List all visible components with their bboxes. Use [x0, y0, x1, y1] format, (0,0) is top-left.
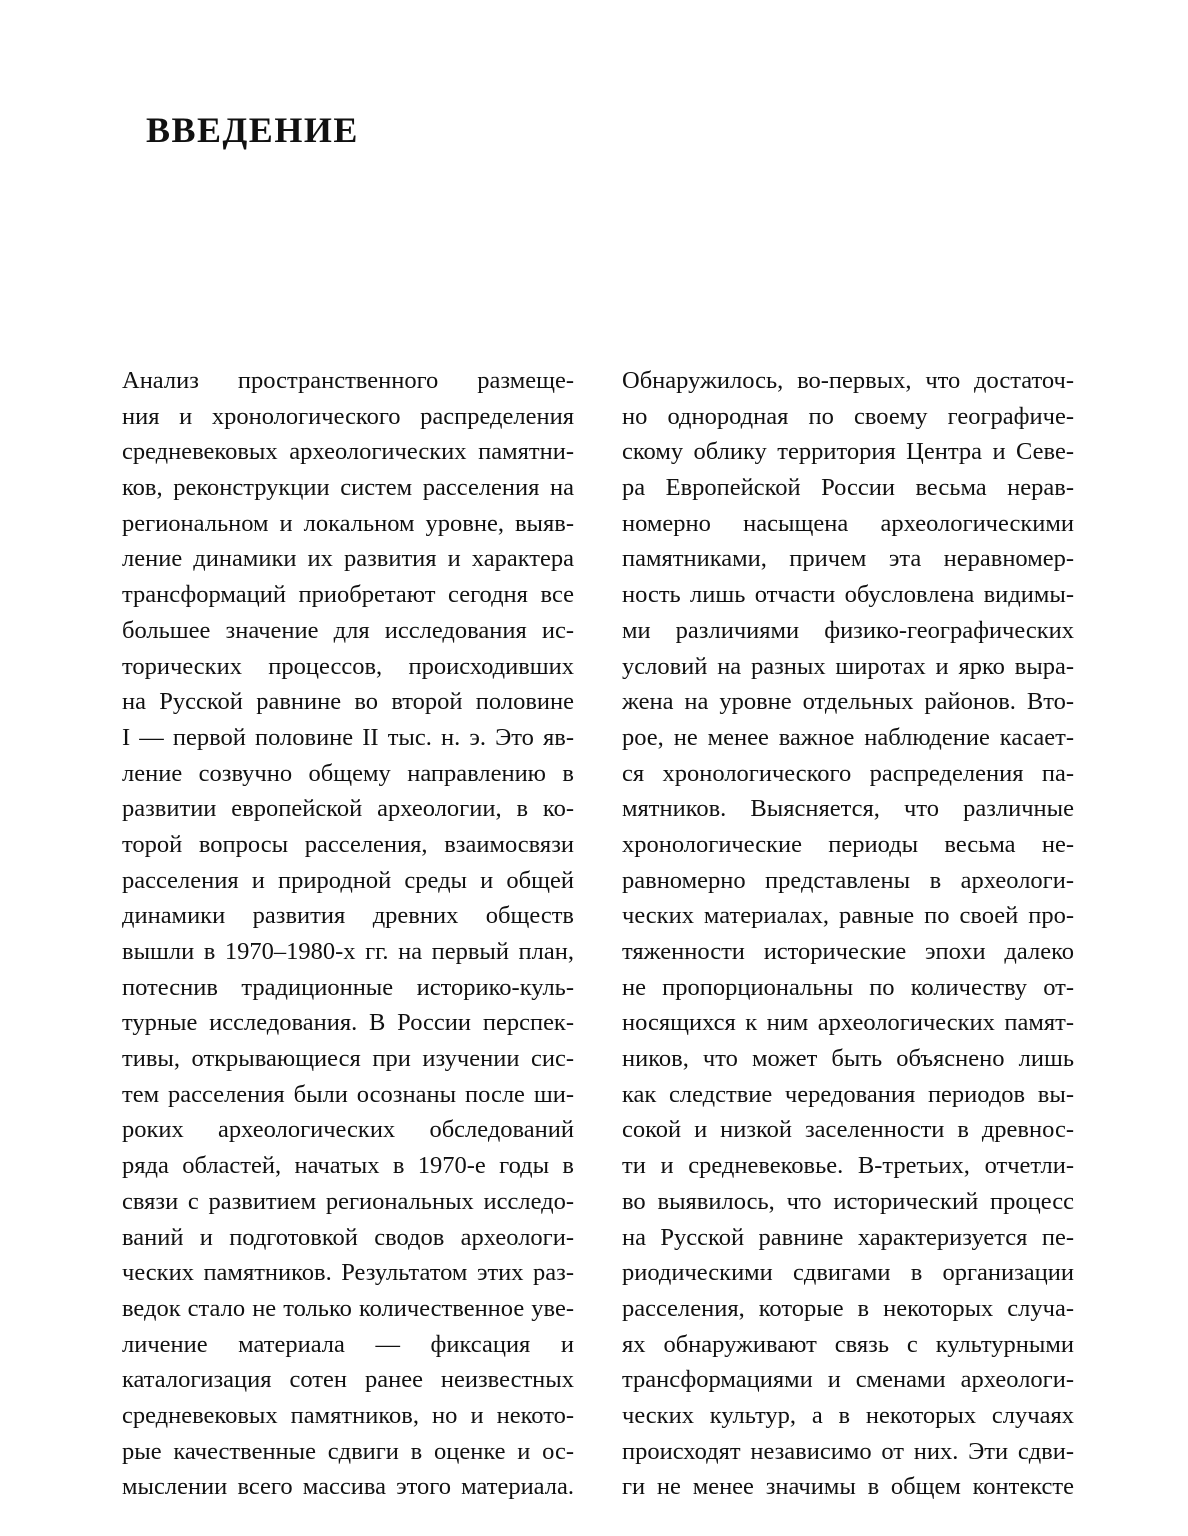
text-line: ях обнаруживают связь с культурными — [622, 1330, 1074, 1358]
text-line: ление созвучно общему направлению в — [122, 759, 574, 787]
text-line: на Русской равнине во второй половине — [122, 688, 574, 716]
text-line: ра Европейской России весьма нерав- — [622, 474, 1074, 502]
text-line: вышли в 1970–1980-х гг. на первый план, — [122, 938, 574, 965]
text-line: жена на уровне отдельных районов. Вто- — [622, 688, 1074, 716]
text-line: ти и средневековье. В-третьих, отчетли- — [622, 1152, 1074, 1180]
text-line: риодическими сдвигами в организации — [622, 1259, 1074, 1287]
text-line: условий на разных широтах и ярко выра- — [622, 652, 1074, 680]
text-line: номерно насыщена археологическими — [622, 509, 1074, 537]
text-line: ческих материалах, равные по своей про- — [622, 902, 1074, 930]
text-line: ведок стало не только количественное уве- — [122, 1294, 574, 1322]
text-line: ряда областей, начатых в 1970-е годы в — [122, 1152, 574, 1180]
text-line: хронологические периоды весьма не- — [622, 830, 1074, 858]
text-line: Обнаружилось, во-первых, что достаточ- — [622, 367, 1074, 394]
text-line: скому облику территория Центра и Севе- — [622, 438, 1074, 466]
text-line: ников, что может быть объяснено лишь — [622, 1045, 1074, 1073]
text-line: ческих памятников. Результатом этих раз- — [122, 1259, 574, 1287]
text-line: роких археологических обследований — [122, 1116, 574, 1144]
text-line: рое, не менее важное наблюдение касает- — [622, 723, 1074, 751]
text-line: памятниками, причем эта неравномер- — [622, 545, 1074, 573]
text-line: потеснив традиционные историко-куль- — [122, 973, 574, 1001]
text-line: связи с развитием региональных исследо- — [122, 1187, 574, 1215]
text-line: турные исследования. В России перспек- — [122, 1009, 574, 1037]
text-line: динамики развития древних обществ — [122, 902, 574, 930]
text-line: мятников. Выясняется, что различные — [622, 795, 1074, 823]
text-line: тяженности исторические эпохи далеко — [622, 938, 1074, 965]
text-line: равномерно представлены в археологи- — [622, 866, 1074, 894]
text-line: торой вопросы расселения, взаимосвязи — [122, 830, 574, 858]
text-line: трансформаций приобретают сегодня все — [122, 581, 574, 609]
text-line: каталогизация сотен ранее неизвестных — [122, 1366, 574, 1394]
right-column — [622, 363, 1074, 1505]
text-line: ческих культур, а в некоторых случаях — [622, 1401, 1074, 1429]
text-line: носящихся к ним археологических памят- — [622, 1009, 1074, 1037]
text-line: региональном и локальном уровне, выяв- — [122, 509, 574, 537]
text-line: развитии европейской археологии, в ко- — [122, 795, 574, 823]
text-line: тивы, открывающиеся при изучении сис- — [122, 1045, 574, 1073]
text-line: на Русской равнине характеризуется пе- — [622, 1223, 1074, 1251]
text-line: тем расселения были осознаны после ши- — [122, 1080, 574, 1108]
text-line: как следствие чередования периодов вы- — [622, 1080, 1074, 1108]
text-line: сокой и низкой заселенности в древнос- — [622, 1116, 1074, 1144]
text-line: мыслении всего массива этого материала. — [122, 1473, 574, 1501]
text-line: ги не менее значимы в общем контексте — [622, 1473, 1074, 1501]
text-line: расселения и природной среды и общей — [122, 866, 574, 894]
text-line: происходят независимо от них. Эти сдви- — [622, 1437, 1074, 1465]
text-line: ми различиями физико-географических — [622, 616, 1074, 644]
page-title: ВВЕДЕНИЕ — [146, 110, 359, 150]
text-line: ность лишь отчасти обусловлена видимы- — [622, 581, 1074, 609]
text-line: ния и хронологического распределения — [122, 402, 574, 430]
text-line: ление динамики их развития и характера — [122, 545, 574, 573]
text-line: ваний и подготовкой сводов археологи- — [122, 1223, 574, 1251]
text-line: не пропорциональны по количеству от- — [622, 973, 1074, 1001]
text-line: расселения, которые в некоторых случа- — [622, 1294, 1074, 1322]
text-line: но однородная по своему географиче- — [622, 402, 1074, 430]
text-line: торических процессов, происходивших — [122, 652, 574, 680]
text-line: средневековых памятников, но и некото- — [122, 1401, 574, 1429]
text-line: ся хронологического распределения па- — [622, 759, 1074, 787]
text-line: личение материала — фиксация и — [122, 1330, 574, 1358]
text-line: ков, реконструкции систем расселения на — [122, 474, 574, 502]
left-column — [122, 363, 574, 1505]
text-line: Анализ пространственного размеще- — [122, 367, 574, 394]
text-line: I — первой половине II тыс. н. э. Это яв- — [122, 723, 574, 751]
text-line: трансформациями и сменами археологи- — [622, 1366, 1074, 1394]
text-line: большее значение для исследования ис- — [122, 616, 574, 644]
text-line: во выявилось, что исторический процесс — [622, 1187, 1074, 1215]
text-line: средневековых археологических памятни- — [122, 438, 574, 466]
text-line: рые качественные сдвиги в оценке и ос- — [122, 1437, 574, 1465]
